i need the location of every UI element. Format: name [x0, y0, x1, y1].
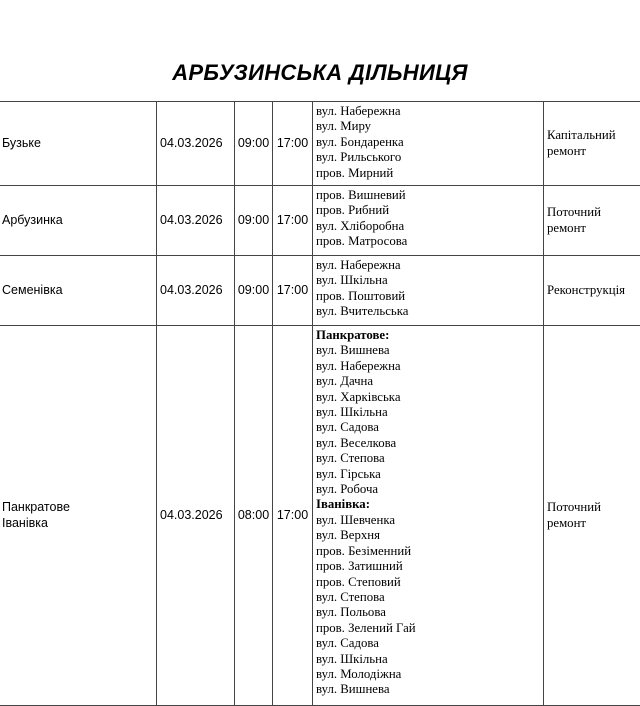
streets-cell — [313, 102, 544, 186]
street-item: пров. Поштовий — [316, 289, 540, 304]
table-row — [0, 256, 640, 326]
settlement-cell — [0, 326, 157, 706]
settlement-name: Арбузинка — [2, 213, 153, 228]
settlement-cell — [0, 186, 157, 256]
street-item: вул. Шевченка — [316, 513, 540, 528]
village-group-label: Іванівка: — [316, 497, 540, 512]
street-item: вул. Шкільна — [316, 652, 540, 667]
streets-cell — [313, 256, 544, 326]
work-type-line: Реконструкція — [547, 283, 640, 298]
start-time-cell: 08:00 — [235, 326, 273, 706]
street-item: вул. Вишнева — [316, 343, 540, 358]
work-type-line: ремонт — [547, 144, 640, 159]
street-item: пров. Рибний — [316, 203, 540, 218]
work-type-cell — [544, 326, 640, 706]
street-item: вул. Шкільна — [316, 273, 540, 288]
village-group-label: Панкратове: — [316, 328, 540, 343]
street-item: пров. Затишний — [316, 559, 540, 574]
street-item: вул. Харківська — [316, 390, 540, 405]
work-type-line: ремонт — [547, 516, 640, 531]
street-item: пров. Мирний — [316, 166, 540, 181]
date-cell: 04.03.2026 — [157, 102, 235, 186]
street-item: вул. Садова — [316, 420, 540, 435]
date-cell: 04.03.2026 — [157, 326, 235, 706]
street-item: вул. Верхня — [316, 528, 540, 543]
table-row — [0, 186, 640, 256]
end-time-cell: 17:00 — [273, 326, 313, 706]
table-row — [0, 326, 640, 706]
street-item: вул. Миру — [316, 119, 540, 134]
streets-cell — [313, 186, 544, 256]
end-time-cell: 17:00 — [273, 186, 313, 256]
settlement-name: Бузьке — [2, 136, 153, 151]
street-item: вул. Рильського — [316, 150, 540, 165]
work-type-cell — [544, 186, 640, 256]
street-item: вул. Степова — [316, 590, 540, 605]
streets-cell — [313, 326, 544, 706]
work-type-cell — [544, 256, 640, 326]
settlement-name: Семенівка — [2, 283, 153, 298]
street-item: вул. Гірська — [316, 467, 540, 482]
street-item: вул. Веселкова — [316, 436, 540, 451]
street-item: пров. Степовий — [316, 575, 540, 590]
street-item: вул. Вишнева — [316, 682, 540, 697]
settlement-cell — [0, 256, 157, 326]
work-type-cell — [544, 102, 640, 186]
work-type-line: Поточний — [547, 500, 640, 515]
settlement-cell — [0, 102, 157, 186]
end-time-cell: 17:00 — [273, 256, 313, 326]
street-item: вул. Набережна — [316, 258, 540, 273]
end-time-cell: 17:00 — [273, 102, 313, 186]
settlement-name: Іванівка — [2, 516, 153, 531]
outage-table — [0, 101, 640, 706]
street-item: вул. Вчительська — [316, 304, 540, 319]
street-item: пров. Безіменний — [316, 544, 540, 559]
date-cell: 04.03.2026 — [157, 256, 235, 326]
street-item: вул. Шкільна — [316, 405, 540, 420]
street-item: вул. Садова — [316, 636, 540, 651]
street-item: вул. Набережна — [316, 359, 540, 374]
start-time-cell: 09:00 — [235, 256, 273, 326]
street-item: вул. Робоча — [316, 482, 540, 497]
street-item: вул. Набережна — [316, 104, 540, 119]
page-title: АРБУЗИНСЬКА ДІЛЬНИЦЯ — [0, 60, 640, 86]
work-type-line: ремонт — [547, 221, 640, 236]
street-item: пров. Матросова — [316, 234, 540, 249]
street-item: вул. Степова — [316, 451, 540, 466]
work-type-line: Поточний — [547, 205, 640, 220]
settlement-name: Панкратове — [2, 500, 153, 515]
street-item: вул. Хліборобна — [316, 219, 540, 234]
street-item: вул. Молодіжна — [316, 667, 540, 682]
start-time-cell: 09:00 — [235, 102, 273, 186]
work-type-line: Капітальний — [547, 128, 640, 143]
street-item: пров. Зелений Гай — [316, 621, 540, 636]
table-row — [0, 102, 640, 186]
date-cell: 04.03.2026 — [157, 186, 235, 256]
start-time-cell: 09:00 — [235, 186, 273, 256]
street-item: вул. Дачна — [316, 374, 540, 389]
street-item: вул. Бондаренка — [316, 135, 540, 150]
street-item: вул. Польова — [316, 605, 540, 620]
street-item: пров. Вишневий — [316, 188, 540, 203]
